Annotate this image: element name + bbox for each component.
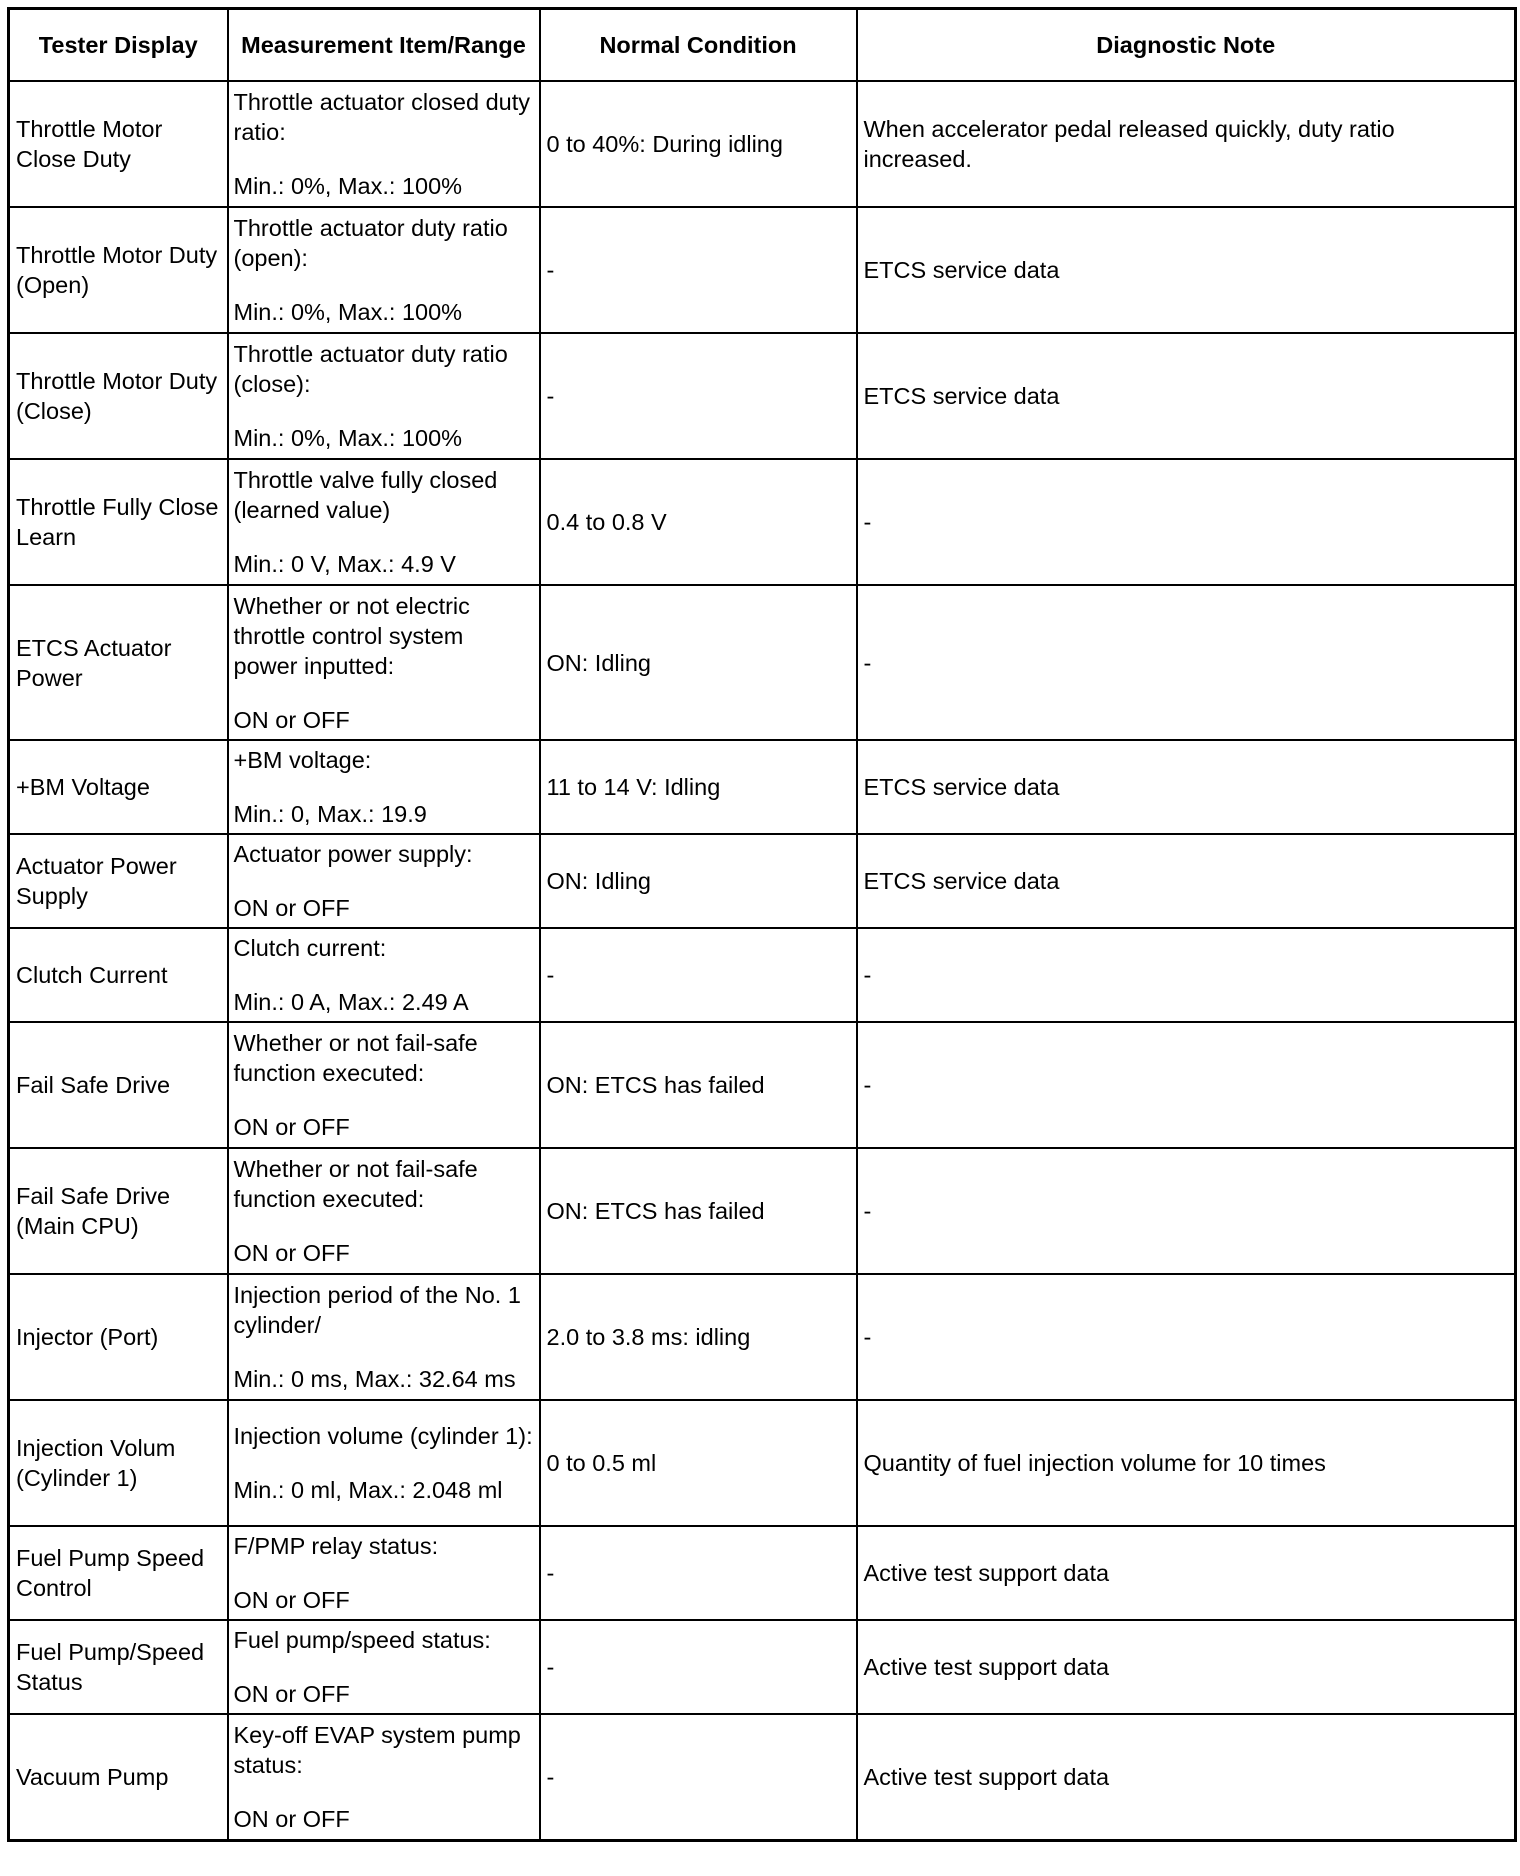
cell-tester-display: Fail Safe Drive xyxy=(9,1022,228,1148)
range-spacer xyxy=(234,147,534,171)
measurement-limits: ON or OFF xyxy=(233,706,350,733)
cell-normal-condition: 11 to 14 V: Idling xyxy=(540,740,857,834)
cell-tester-display: +BM Voltage xyxy=(9,740,228,834)
cell-tester-display: Injection Volum (Cylinder 1) xyxy=(9,1400,228,1526)
cell-diagnostic-note: Active test support data xyxy=(857,1714,1516,1841)
diagnostic-data-sheet xyxy=(7,7,1514,1842)
range-spacer xyxy=(234,273,534,297)
measurement-limits: Min.: 0 ms, Max.: 32.64 ms xyxy=(233,1366,516,1392)
cell-measurement-range xyxy=(228,740,540,834)
table-row xyxy=(9,585,1516,740)
measurement-description: Throttle actuator duty ratio (open): xyxy=(233,215,508,271)
cell-measurement-range xyxy=(228,333,540,459)
range-spacer xyxy=(234,1451,534,1475)
cell-measurement-range xyxy=(228,1148,540,1274)
table-row xyxy=(9,1526,1516,1620)
table-row xyxy=(9,1148,1516,1274)
cell-normal-condition: ON: Idling xyxy=(540,585,857,740)
cell-diagnostic-note: ETCS service data xyxy=(857,740,1516,834)
range-spacer xyxy=(234,399,534,423)
cell-measurement-range xyxy=(228,585,540,740)
measurement-description: Whether or not fail-safe function executed: xyxy=(233,1156,478,1212)
measurement-limits: Min.: 0%, Max.: 100% xyxy=(233,425,463,451)
range-spacer xyxy=(234,1655,534,1679)
range-spacer xyxy=(234,525,534,549)
cell-diagnostic-note: - xyxy=(857,459,1516,585)
measurement-description: Throttle valve fully closed (learned value) xyxy=(233,467,498,523)
measurement-description: Injection volume (cylinder 1): xyxy=(233,1423,533,1449)
measurement-limits: Min.: 0 ml, Max.: 2.048 ml xyxy=(233,1477,503,1503)
cell-tester-display: Throttle Motor Close Duty xyxy=(9,81,228,207)
measurement-description: F/PMP relay status: xyxy=(233,1533,439,1559)
cell-normal-condition: 0 to 40%: During idling xyxy=(540,81,857,207)
measurement-limits: ON or OFF xyxy=(233,1240,350,1266)
table-row xyxy=(9,1714,1516,1841)
cell-normal-condition: - xyxy=(540,928,857,1022)
cell-diagnostic-note: ETCS service data xyxy=(857,333,1516,459)
cell-measurement-range xyxy=(228,1022,540,1148)
measurement-limits: Min.: 0 V, Max.: 4.9 V xyxy=(233,551,456,577)
range-spacer xyxy=(234,1340,534,1364)
measurement-description: Fuel pump/speed status: xyxy=(233,1627,491,1653)
cell-diagnostic-note: - xyxy=(857,1274,1516,1400)
measurement-description: Injection period of the No. 1 cylinder/ xyxy=(233,1282,521,1338)
cell-tester-display: Throttle Fully Close Learn xyxy=(9,459,228,585)
measurement-limits: ON or OFF xyxy=(233,1681,350,1707)
cell-normal-condition: - xyxy=(540,333,857,459)
table-row xyxy=(9,1022,1516,1148)
cell-diagnostic-note: - xyxy=(857,1022,1516,1148)
measurement-limits: Min.: 0%, Max.: 100% xyxy=(233,299,463,325)
measurement-description: Whether or not electric throttle control system power inputted: xyxy=(233,592,470,679)
cell-measurement-range xyxy=(228,834,540,928)
cell-normal-condition: ON: ETCS has failed xyxy=(540,1022,857,1148)
table-row xyxy=(9,1620,1516,1714)
header-tester-display: Tester Display xyxy=(9,9,228,82)
range-spacer xyxy=(234,1214,534,1238)
table-row xyxy=(9,81,1516,207)
cell-diagnostic-note: ETCS service data xyxy=(857,834,1516,928)
data-list-table xyxy=(7,7,1517,1842)
cell-normal-condition: 0 to 0.5 ml xyxy=(540,1400,857,1526)
range-spacer xyxy=(234,681,534,705)
measurement-limits: ON or OFF xyxy=(233,1114,350,1140)
cell-measurement-range xyxy=(228,1526,540,1620)
measurement-description: Clutch current: xyxy=(233,935,387,961)
cell-diagnostic-note: Quantity of fuel injection volume for 10 times xyxy=(857,1400,1516,1526)
measurement-description: Whether or not fail-safe function executed: xyxy=(233,1030,478,1086)
range-spacer xyxy=(234,869,534,893)
measurement-limits: ON or OFF xyxy=(233,895,350,921)
measurement-limits: ON or OFF xyxy=(233,1806,350,1832)
cell-diagnostic-note: Active test support data xyxy=(857,1526,1516,1620)
cell-tester-display: Fail Safe Drive (Main CPU) xyxy=(9,1148,228,1274)
cell-tester-display: Throttle Motor Duty (Close) xyxy=(9,333,228,459)
measurement-limits: ON or OFF xyxy=(233,1587,350,1613)
cell-tester-display: Fuel Pump Speed Control xyxy=(9,1526,228,1620)
cell-normal-condition: ON: ETCS has failed xyxy=(540,1148,857,1274)
cell-diagnostic-note: Active test support data xyxy=(857,1620,1516,1714)
measurement-limits: Min.: 0 A, Max.: 2.49 A xyxy=(233,989,469,1015)
range-spacer xyxy=(234,963,534,987)
measurement-description: Key-off EVAP system pump status: xyxy=(233,1722,521,1778)
table-row xyxy=(9,207,1516,333)
cell-normal-condition: - xyxy=(540,1620,857,1714)
cell-normal-condition: - xyxy=(540,1526,857,1620)
cell-diagnostic-note: - xyxy=(857,928,1516,1022)
cell-normal-condition: 2.0 to 3.8 ms: idling xyxy=(540,1274,857,1400)
header-diagnostic-note: Diagnostic Note xyxy=(857,9,1516,82)
cell-measurement-range xyxy=(228,459,540,585)
cell-measurement-range xyxy=(228,1400,540,1526)
cell-tester-display: Clutch Current xyxy=(9,928,228,1022)
cell-measurement-range xyxy=(228,81,540,207)
cell-tester-display: Throttle Motor Duty (Open) xyxy=(9,207,228,333)
cell-measurement-range xyxy=(228,207,540,333)
cell-normal-condition: 0.4 to 0.8 V xyxy=(540,459,857,585)
table-row xyxy=(9,1400,1516,1526)
cell-tester-display: Injector (Port) xyxy=(9,1274,228,1400)
cell-diagnostic-note: When accelerator pedal released quickly, duty ratio increased. xyxy=(857,81,1516,207)
cell-tester-display: Fuel Pump/Speed Status xyxy=(9,1620,228,1714)
cell-diagnostic-note: - xyxy=(857,1148,1516,1274)
cell-diagnostic-note: ETCS service data xyxy=(857,207,1516,333)
cell-tester-display: Vacuum Pump xyxy=(9,1714,228,1841)
measurement-description: Throttle actuator duty ratio (close): xyxy=(233,341,508,397)
table-body xyxy=(9,81,1516,1841)
range-spacer xyxy=(234,1561,534,1585)
cell-tester-display: Actuator Power Supply xyxy=(9,834,228,928)
table-row xyxy=(9,333,1516,459)
measurement-description: Throttle actuator closed duty ratio: xyxy=(233,89,531,145)
cell-measurement-range xyxy=(228,1714,540,1841)
table-row xyxy=(9,459,1516,585)
table-row xyxy=(9,834,1516,928)
measurement-limits: Min.: 0%, Max.: 100% xyxy=(233,173,463,199)
cell-measurement-range xyxy=(228,1620,540,1714)
measurement-limits: Min.: 0, Max.: 19.9 xyxy=(233,801,427,827)
cell-normal-condition: - xyxy=(540,207,857,333)
cell-measurement-range xyxy=(228,1274,540,1400)
table-header-row xyxy=(9,9,1516,82)
header-normal-condition: Normal Condition xyxy=(540,9,857,82)
cell-measurement-range xyxy=(228,928,540,1022)
table-row xyxy=(9,1274,1516,1400)
table-row xyxy=(9,928,1516,1022)
cell-diagnostic-note: - xyxy=(857,585,1516,740)
measurement-description: Actuator power supply: xyxy=(233,841,473,867)
header-measurement-item-range: Measurement Item/Range xyxy=(228,9,540,82)
cell-tester-display: ETCS Actuator Power xyxy=(9,585,228,740)
measurement-description: +BM voltage: xyxy=(233,747,372,773)
range-spacer xyxy=(234,775,534,799)
range-spacer xyxy=(234,1780,534,1804)
cell-normal-condition: - xyxy=(540,1714,857,1841)
table-row xyxy=(9,740,1516,834)
cell-normal-condition: ON: Idling xyxy=(540,834,857,928)
range-spacer xyxy=(234,1088,534,1112)
